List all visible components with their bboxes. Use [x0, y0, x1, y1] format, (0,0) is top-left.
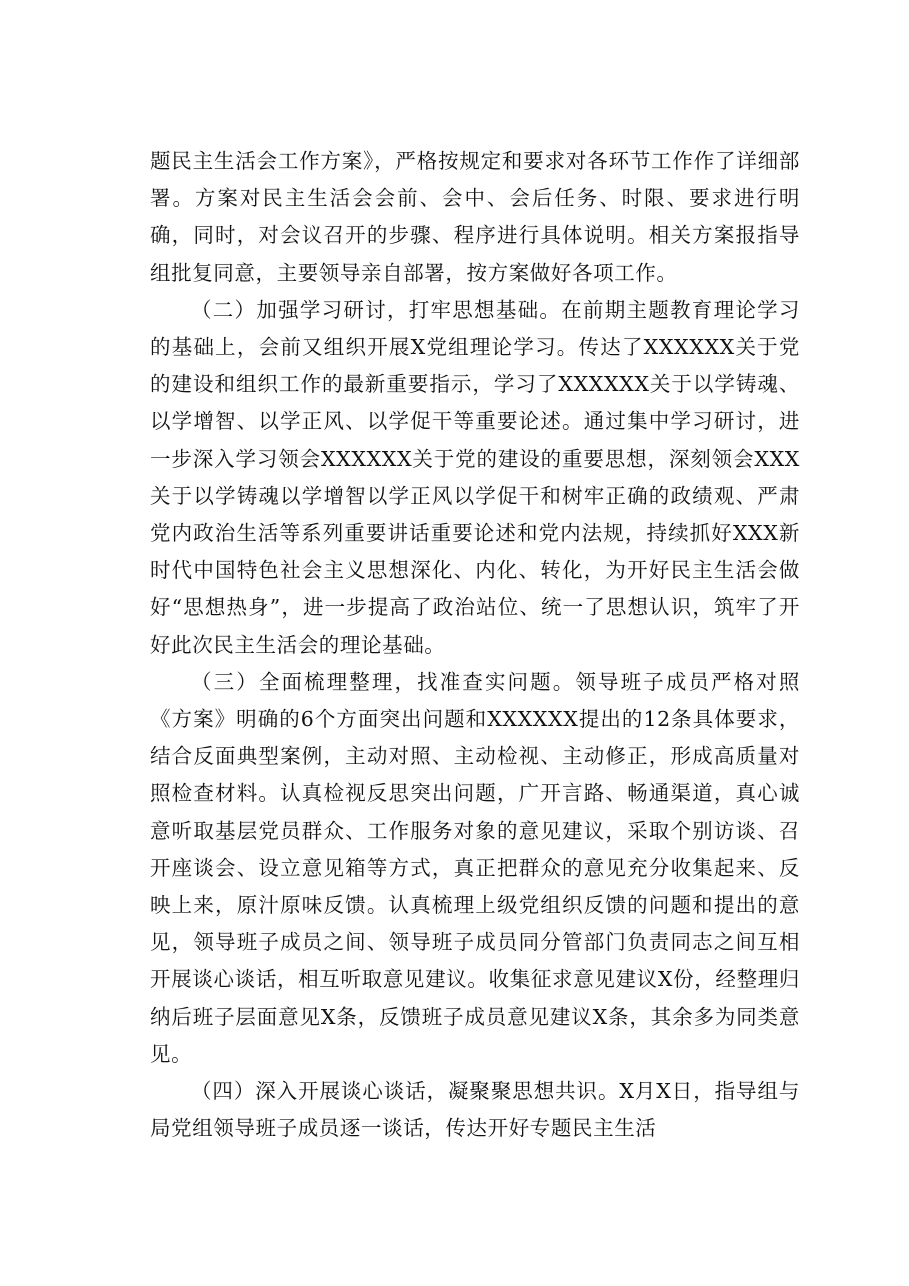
paragraph-continued: 题民主生活会工作方案》，严格按规定和要求对各环节工作作了详细部署。方案对民主生活会会前、会中、会后任务、时限、要求进行明确，同时，对会议召开的步骤、程序进行具体说明。相关方案报指导组批复同意，主要领导亲自部署，按方案做好各项工作。: [150, 149, 800, 285]
paragraph-heart-to-heart-talks: （四）深入开展谈心谈话，凝聚聚思想共识。X月X日，指导组与局党组领导班子成员逐一谈话，传达开好专题民主生活: [150, 1079, 800, 1141]
paragraph-problem-review: （三）全面梳理整理，找准查实问题。领导班子成员严格对照《方案》明确的6个方面突出问题和XXXXXX提出的12条具体要求，结合反面典型案例，主动对照、主动检视、主动修正，形成高质量对照检查材料。认真检视反思突出问题，广开言路、畅通渠道，真心诚意听取基层党员群众、工作服务对象的意见建议，采取个别访谈、召开座谈会、设立意见箱等方式，真正把群众的意见充分收集起来、反映上来，原汁原味反馈。认真梳理上级党组织反馈的问题和提出的意见，领导班子成员之间、领导班子成员同分管部门负责同志之间互相开展谈心谈话，相互听取意见建议。收集征求意见建议X份，经整理归纳后班子层面意见X条，反馈班子成员意见建议X条，其余多为同类意见。: [150, 669, 800, 1066]
paragraph-study-discussion: （二）加强学习研讨，打牢思想基础。在前期主题教育理论学习的基础上，会前又组织开展X党组理论学习。传达了XXXXXX关于党的建设和组织工作的最新重要指示，学习了XXXXXX关于以学铸魂、以学增智、以学正风、以学促干等重要论述。通过集中学习研讨，进一步深入学习领会XXXXXX关于党的建设的重要思想，深刻领会XXX关于以学铸魂以学增智以学正风以学促干和树牢正确的政绩观、严肃党内政治生活等系列重要讲话重要论述和党内法规，持续抓好XXX新时代中国特色社会主义思想深化、内化、转化，为开好民主生活会做好“思想热身”，进一步提高了政治站位、统一了思想认识，筑牢了开好此次民主生活会的理论基础。: [150, 297, 800, 657]
document-page: [150, 143, 800, 1147]
